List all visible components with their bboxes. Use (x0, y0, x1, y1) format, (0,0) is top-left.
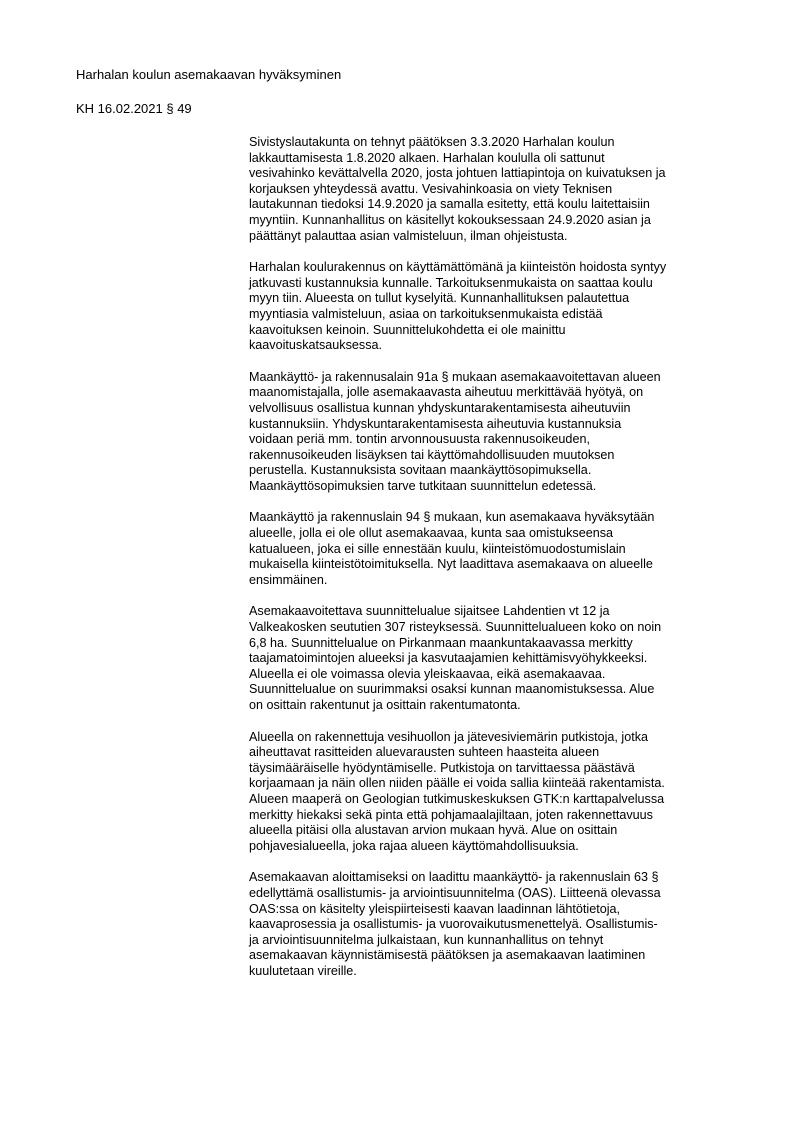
paragraph-line: kaavoituksen keinoin. Suunnittelukohdetta ei ole mainittu (249, 322, 566, 337)
paragraph-line: täysimääräiselle hyödyntämiselle. Putkistoja on tarvittaessa päästävä (249, 760, 635, 775)
paragraph-line: Alueella ei ole voimassa olevia yleiskaavaa, eikä asemakaavaa. (249, 666, 606, 681)
paragraph-line: perustella. Kustannuksista sovitaan maankäyttösopimuksella. (249, 463, 592, 478)
body-paragraph (249, 135, 729, 244)
paragraph-line: OAS:ssa on käsitelty yleispiirteisesti kaavan laadinnan lähtötietoja, (249, 901, 621, 916)
paragraph-line: voidaan periä mm. tontin arvonnousuusta rakennusoikeuden, (249, 432, 590, 447)
paragraph-line: maanomistajalla, jolle asemakaavasta aiheutuu merkittävää hyötyä, on (249, 385, 644, 400)
paragraph-line: lakkauttamisesta 1.8.2020 alkaen. Harhalan koululla oli sattunut (249, 150, 605, 165)
paragraph-line: korjauksen yhteydessä avattu. Vesivahinkoasia on viety Teknisen (249, 181, 613, 196)
paragraph-line: Maankäyttö- ja rakennusalain 91a § mukaan asemakaavoitettavan alueen (249, 369, 661, 384)
paragraph-line: vesivahinko kevättalvella 2020, josta johtuen lattiapintoja on kuivatuksen ja (249, 166, 666, 181)
paragraph-line: kustannuksiin. Yhdyskuntarakentamisesta aiheutuvia kustannuksia (249, 416, 622, 431)
document-title: Harhalan koulun asemakaavan hyväksyminen (76, 67, 342, 82)
paragraph-line: ensimmäinen. (249, 572, 328, 587)
body-paragraph (249, 260, 729, 354)
paragraph-line: Sivistyslautakunta on tehnyt päätöksen 3.3.2020 Harhalan koulun (249, 135, 615, 149)
paragraph-line: Alueella on rakennettuja vesihuollon ja jätevesiviemärin putkistoja, jotka (249, 729, 649, 744)
paragraph-line: katualueen, joka ei sille ennestään kuulu, kiinteistömuodostumislain (249, 541, 626, 556)
paragraph-line: myyn tiin. Alueesta on tullut kyselyitä. Kunnanhallituksen palautettua (249, 291, 630, 306)
paragraph-line: merkitty hiekaksi sekä pinta että pohjamaalajiltaan, joten rakennettavuus (249, 807, 653, 822)
body-paragraph (249, 370, 729, 495)
document-body (249, 135, 729, 996)
paragraph-line: Maankäyttö ja rakennuslain 94 § mukaan, kun asemakaava hyväksytään (249, 510, 655, 525)
paragraph-line: kaavoituskatsauksessa. (249, 338, 383, 353)
paragraph-line: lautakunnan tiedoksi 14.9.2020 ja samalla esitetty, että koulu laitettaisiin (249, 197, 650, 212)
paragraph-line: Harhalan koulurakennus on käyttämättömänä ja kiinteistön hoidosta syntyy (249, 260, 667, 275)
paragraph-line: päättänyt palauttaa asian valmisteluun, ilman ohjeistusta. (249, 228, 568, 243)
paragraph-line: jatkuvasti kustannuksia kunnalle. Tarkoituksenmukaista on saattaa koulu (249, 275, 653, 290)
paragraph-line: taajamatoimintojen alueeksi ja kasvutaajamien kehittämisvyöhykkeeksi. (249, 651, 648, 666)
paragraph-line: on osittain rakentunut ja osittain rakentumatonta. (249, 698, 521, 712)
paragraph-line: ja arviointisuunnitelma julkaistaan, kun kunnanhallitus on tehnyt (249, 932, 604, 947)
paragraph-line: pohjavesialueella, joka rajaa alueen käyttömahdollisuuksia. (249, 838, 579, 853)
paragraph-line: Valkeakosken seututien 307 risteyksessä. Suunnittelualueen koko on noin (249, 620, 662, 635)
paragraph-line: asemakaavan käynnistämisestä päätöksen ja asemakaavan laatiminen (249, 948, 646, 963)
paragraph-line: kaavaprosessia ja osallistumis- ja vuorovaikutusmenettelyä. Osallistumis- (249, 917, 658, 932)
paragraph-line: Suunnittelualue on suurimmaksi osaksi kunnan maanomistuksessa. Alue (249, 682, 655, 697)
paragraph-line: mukaisella kiinteistötoimituksella. Nyt laadittava asemakaava on alueelle (249, 557, 653, 572)
paragraph-line: edellyttämä osallistumis- ja arviointisuunnitelma (OAS). Liitteenä olevassa (249, 885, 661, 900)
body-paragraph (249, 870, 729, 979)
body-paragraph (249, 510, 729, 588)
body-paragraph (249, 730, 729, 855)
paragraph-line: kuulutetaan vireille. (249, 963, 357, 978)
paragraph-line: korjaamaan ja näin ollen niiden päälle ei voida sallia kiinteää rakentamista. (249, 776, 665, 791)
body-paragraph (249, 604, 729, 713)
paragraph-line: Asemakaavoitettava suunnittelualue sijaitsee Lahdentien vt 12 ja (249, 604, 610, 619)
paragraph-line: velvollisuus osallistua kunnan yhdyskuntarakentamisesta aiheutuviin (249, 400, 631, 415)
paragraph-line: alueella pitäisi olla alustavan arvion mukaan hyvä. Alue on osittain (249, 823, 618, 838)
paragraph-line: Asemakaavan aloittamiseksi on laadittu maankäyttö- ja rakennuslain 63 § (249, 870, 659, 885)
paragraph-line: 6,8 ha. Suunnittelualue on Pirkanmaan maankuntakaavassa merkitty (249, 635, 633, 650)
paragraph-line: aiheuttavat rasitteiden aluevarausten suhteen haasteita alueen (249, 745, 600, 760)
paragraph-line: myyntiasia valmisteluun, asiaa on tarkoituksenmukaista edistää (249, 306, 603, 321)
paragraph-line: Alueen maaperä on Geologian tutkimuskeskuksen GTK:n karttapalvelussa (249, 791, 665, 806)
paragraph-line: rakennusoikeuden lisäyksen tai käyttömahdollisuuden muutoksen (249, 447, 615, 462)
paragraph-line: alueelle, jolla ei ole ollut asemakaavaa, kunta saa omistukseensa (249, 526, 614, 541)
paragraph-line: Maankäyttösopimuksien tarve tutkitaan suunnittelun edetessä. (249, 478, 597, 493)
meeting-reference: KH 16.02.2021 § 49 (76, 101, 192, 116)
paragraph-line: myyntiin. Kunnanhallitus on käsitellyt kokouksessaan 24.9.2020 asian ja (249, 212, 651, 227)
